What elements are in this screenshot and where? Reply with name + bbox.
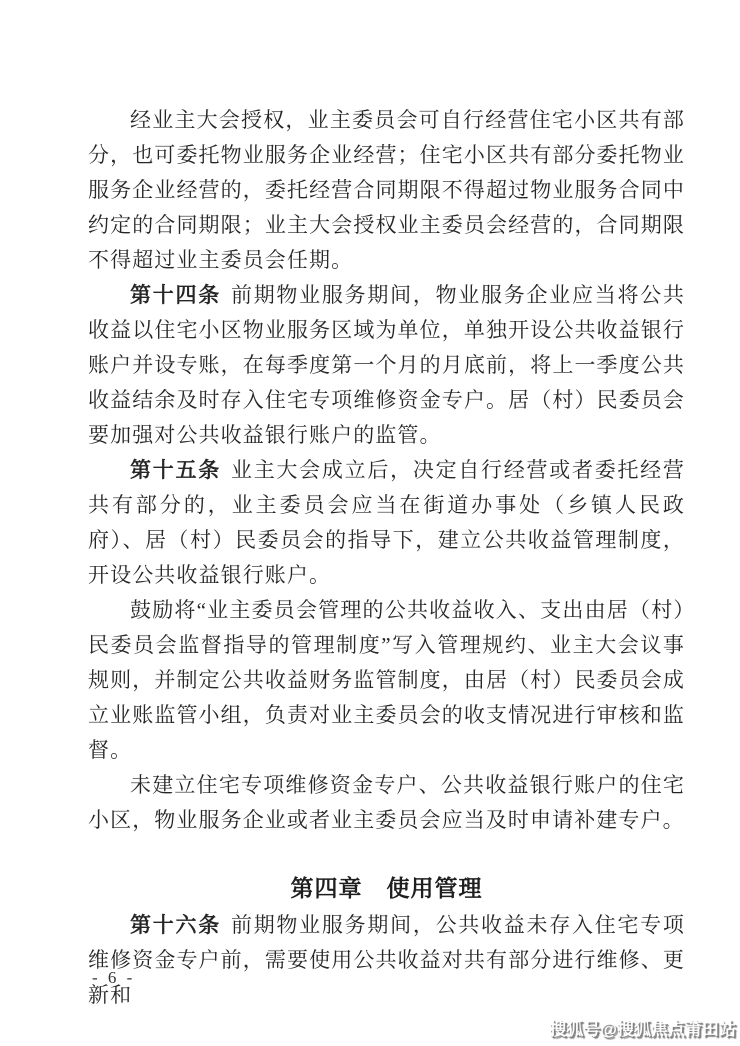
paragraph-text: 前期物业服务期间，物业服务企业应当将公共收益以住宅小区物业服务区域为单位，单独开设公共收益银行账户并设专账，在每季度第一个月的月底前，将上一季度公共收益结余及时存入住宅专项维修资金专户。居（村）民委员会要加强对公共收益银行账户的监管。 bbox=[88, 283, 686, 447]
paragraph bbox=[88, 453, 685, 593]
paragraph bbox=[88, 908, 685, 1013]
paragraph: 经业主大会授权，业主委员会可自行经营住宅小区共有部分，也可委托物业服务企业经营；住宅小区共有部分委托物业服务企业经营的，委托经营合同期限不得超过物业服务合同中约定的合同期限；业主大会授权业主委员会经营的，合同期限不得超过业主委员会任期。 bbox=[88, 108, 685, 272]
paragraph: 鼓励将“业主委员会管理的公共收益收入、支出由居（村）民委员会监督指导的管理制度”写入管理规约、业主大会议事规则，并制定公共收益财务监管制度，由居（村）民委员会成立业账监管小组，负责对业主委员会的收支情况进行审核和监督。 bbox=[88, 598, 685, 762]
paragraph bbox=[88, 278, 685, 453]
paragraph-text: 业主大会成立后，决定自行经营或者委托经营共有部分的，业主委员会应当在街道办事处（乡镇人民政府）、居（村）民委员会的指导下，建立公共收益管理制度，开设公共收益银行账户。 bbox=[88, 458, 686, 587]
sohu-watermark: 搜狐号@搜狐焦点莆田站 bbox=[549, 1020, 736, 1039]
paragraph-text: 前期物业服务期间，公共收益未存入住宅专项维修资金专户前，需要使用公共收益对共有部分进行维修、更新和 bbox=[88, 913, 686, 1007]
document-body bbox=[88, 103, 685, 1013]
paragraph: 未建立住宅专项维修资金专户、公共收益银行账户的住宅小区，物业服务企业或者业主委员会应当及时申请补建专户。 bbox=[88, 773, 685, 832]
chapter-heading: 第四章 使用管理 bbox=[290, 875, 483, 901]
page-number: - 6 - bbox=[92, 968, 136, 987]
article-number: 第十五条 bbox=[130, 458, 221, 482]
article-number: 第十四条 bbox=[130, 283, 221, 307]
article-number: 第十六条 bbox=[130, 913, 221, 937]
